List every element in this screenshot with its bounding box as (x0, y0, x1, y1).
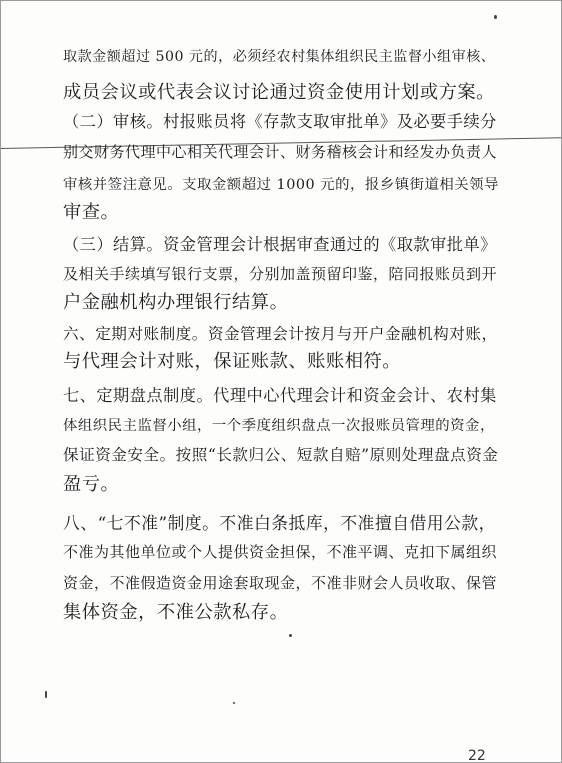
text-line: 取款金额超过 500 元的，必须经农村集体组织民主监督小组审核、 (63, 49, 496, 65)
text-line: 及相关手续填写银行支票，分别加盖预留印鉴，陪同报账员到开 (63, 265, 498, 283)
text-line: 盈亏。 (63, 474, 120, 495)
scan-speck (45, 691, 47, 698)
text-line: 户金融机构办理银行结算。 (63, 292, 289, 313)
text-line: 六、定期对账制度。资金管理会计按月与开户金融机构对账， (63, 325, 498, 343)
text-line: 不准为其他单位或个人提供资金担保，不准平调、克扣下属组织 (63, 543, 498, 561)
scan-speck (494, 15, 497, 19)
text-line: 与代理会计对账，保证账款、账账相符。 (63, 351, 402, 372)
text-line: 七、定期盘点制度。代理中心代理会计和资金会计、农村集 (63, 386, 497, 405)
text-line: 审核并签注意见。支取金额超过 1000 元的，报乡镇街道相关领导 (63, 177, 499, 193)
scan-speck (289, 634, 292, 637)
text-line: （二）审核。村报账员将《存款支取审批单》及必要手续分 (63, 112, 497, 131)
text-line: 保证资金安全。按照“长款归公、短款自赔”原则处理盘点资金 (63, 446, 499, 464)
text-line: 成员会议或代表会议讨论通过资金使用计划或方案。 (63, 82, 495, 103)
scan-speck (233, 702, 235, 704)
page-number: 22 (468, 749, 486, 761)
text-line: （三）结算。资金管理会计根据审查通过的《取款审批单》 (63, 235, 497, 254)
text-line: 八、“七不准”制度。不准白条抵库，不准擅自借用公款， (63, 513, 496, 533)
text-line: 别交财务代理中心相关代理会计、财务稽核会计和经发办负责人 (63, 143, 498, 161)
text-line: 集体资金，不准公款私存。 (63, 602, 289, 623)
text-line: 资金，不准假造资金用途套取现金，不准非财会人员收取、保管 (63, 574, 498, 592)
text-line: 审查。 (63, 202, 120, 223)
text-line: 体组织民主监督小组，一个季度组织盘点一次报账员管理的资金， (63, 418, 495, 434)
